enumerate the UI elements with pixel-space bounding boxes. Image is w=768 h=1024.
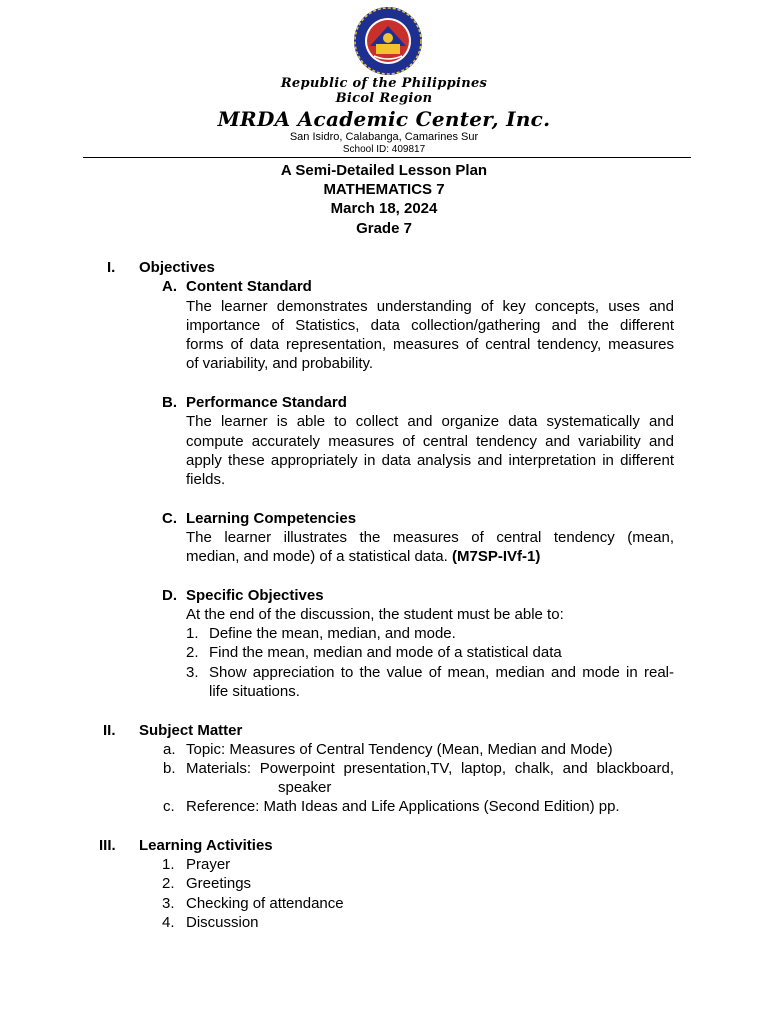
school-address: San Isidro, Calabanga, Camarines Sur — [289, 131, 479, 143]
list-item: Checking of attendance — [186, 895, 344, 912]
list-item: Greetings — [186, 875, 252, 892]
section-heading-subject-matter: Subject Matter — [139, 722, 243, 739]
performance-standard-line: apply these appropriately in data analysis and interpretation in different — [186, 452, 674, 469]
republic-line: Republic of the Philippines — [280, 76, 488, 91]
region-line: Bicol Region — [335, 91, 433, 106]
list-item-number: 3. — [162, 895, 175, 912]
school-seal-logo — [346, 6, 430, 76]
performance-standard-line: The learner is able to collect and organize data systematically and — [186, 413, 674, 430]
list-item-number: 2. — [186, 644, 199, 661]
subsection-letter-c: C. — [162, 510, 177, 527]
content-standard-heading: Content Standard — [186, 278, 312, 295]
list-item-number: 3. — [186, 664, 199, 681]
subject-title: MATHEMATICS 7 — [323, 181, 445, 198]
specific-objectives-intro: At the end of the discussion, the student must be able to: — [186, 606, 564, 623]
learning-competencies-line: The learner illustrates the measures of central tendency (mean, — [186, 529, 674, 546]
section-numeral-objectives: I. — [107, 259, 116, 276]
section-numeral-subject-matter: II. — [103, 722, 116, 739]
list-item-letter: c. — [163, 798, 175, 815]
content-standard-line: of variability, and probability. — [186, 355, 374, 372]
section-numeral-learning-activities: III. — [99, 837, 116, 854]
list-item: Materials: Powerpoint presentation,TV, laptop, chalk, and blackboard, — [186, 760, 674, 777]
list-item: Discussion — [186, 914, 259, 931]
grade-level: Grade 7 — [356, 220, 412, 237]
list-item: Reference: Math Ideas and Life Applications (Second Edition) pp. — [186, 798, 620, 815]
list-item-number: 2. — [162, 875, 175, 892]
section-heading-learning-activities: Learning Activities — [139, 837, 273, 854]
learning-competencies-heading: Learning Competencies — [186, 510, 357, 527]
learning-competencies-text: median, and mode) of a statistical data. — [186, 548, 448, 565]
school-id: School ID: 409817 — [342, 144, 426, 155]
performance-standard-line: compute accurately measures of central tendency and variability and — [186, 433, 674, 450]
subsection-letter-d: D. — [162, 587, 177, 604]
lesson-date: March 18, 2024 — [330, 200, 438, 217]
content-standard-line: forms of data representation, measures of central tendency, measures — [186, 336, 674, 353]
header-divider — [83, 157, 691, 158]
list-item-continued: life situations. — [209, 683, 300, 700]
list-item-letter: a. — [163, 741, 176, 758]
specific-objectives-heading: Specific Objectives — [186, 587, 324, 604]
list-item: Show appreciation to the value of mean, median and mode in real- — [209, 664, 674, 681]
competency-code: (M7SP-IVf-1) — [451, 548, 541, 565]
section-heading-objectives: Objectives — [139, 259, 215, 276]
list-item: Prayer — [186, 856, 231, 873]
list-item-number: 4. — [162, 914, 175, 931]
list-item-number: 1. — [186, 625, 199, 642]
subsection-letter-a: A. — [162, 278, 177, 295]
list-item-letter: b. — [163, 760, 176, 777]
content-standard-line: importance of Statistics, data collection/gathering and the different — [186, 317, 674, 334]
subsection-letter-b: B. — [162, 394, 177, 411]
learning-competencies-line — [186, 547, 540, 566]
list-item: Topic: Measures of Central Tendency (Mean, Median and Mode) — [186, 741, 613, 758]
performance-standard-line: fields. — [186, 471, 226, 488]
performance-standard-heading: Performance Standard — [186, 394, 347, 411]
content-standard-line: The learner demonstrates understanding of key concepts, uses and — [186, 298, 674, 315]
list-item-continued: speaker — [278, 779, 332, 796]
list-item: Find the mean, median and mode of a statistical data — [209, 644, 562, 661]
list-item: Define the mean, median, and mode. — [209, 625, 456, 642]
lesson-plan-title: A Semi-Detailed Lesson Plan — [280, 162, 488, 179]
school-name: MRDA Academic Center, Inc. — [217, 107, 551, 131]
list-item-number: 1. — [162, 856, 175, 873]
